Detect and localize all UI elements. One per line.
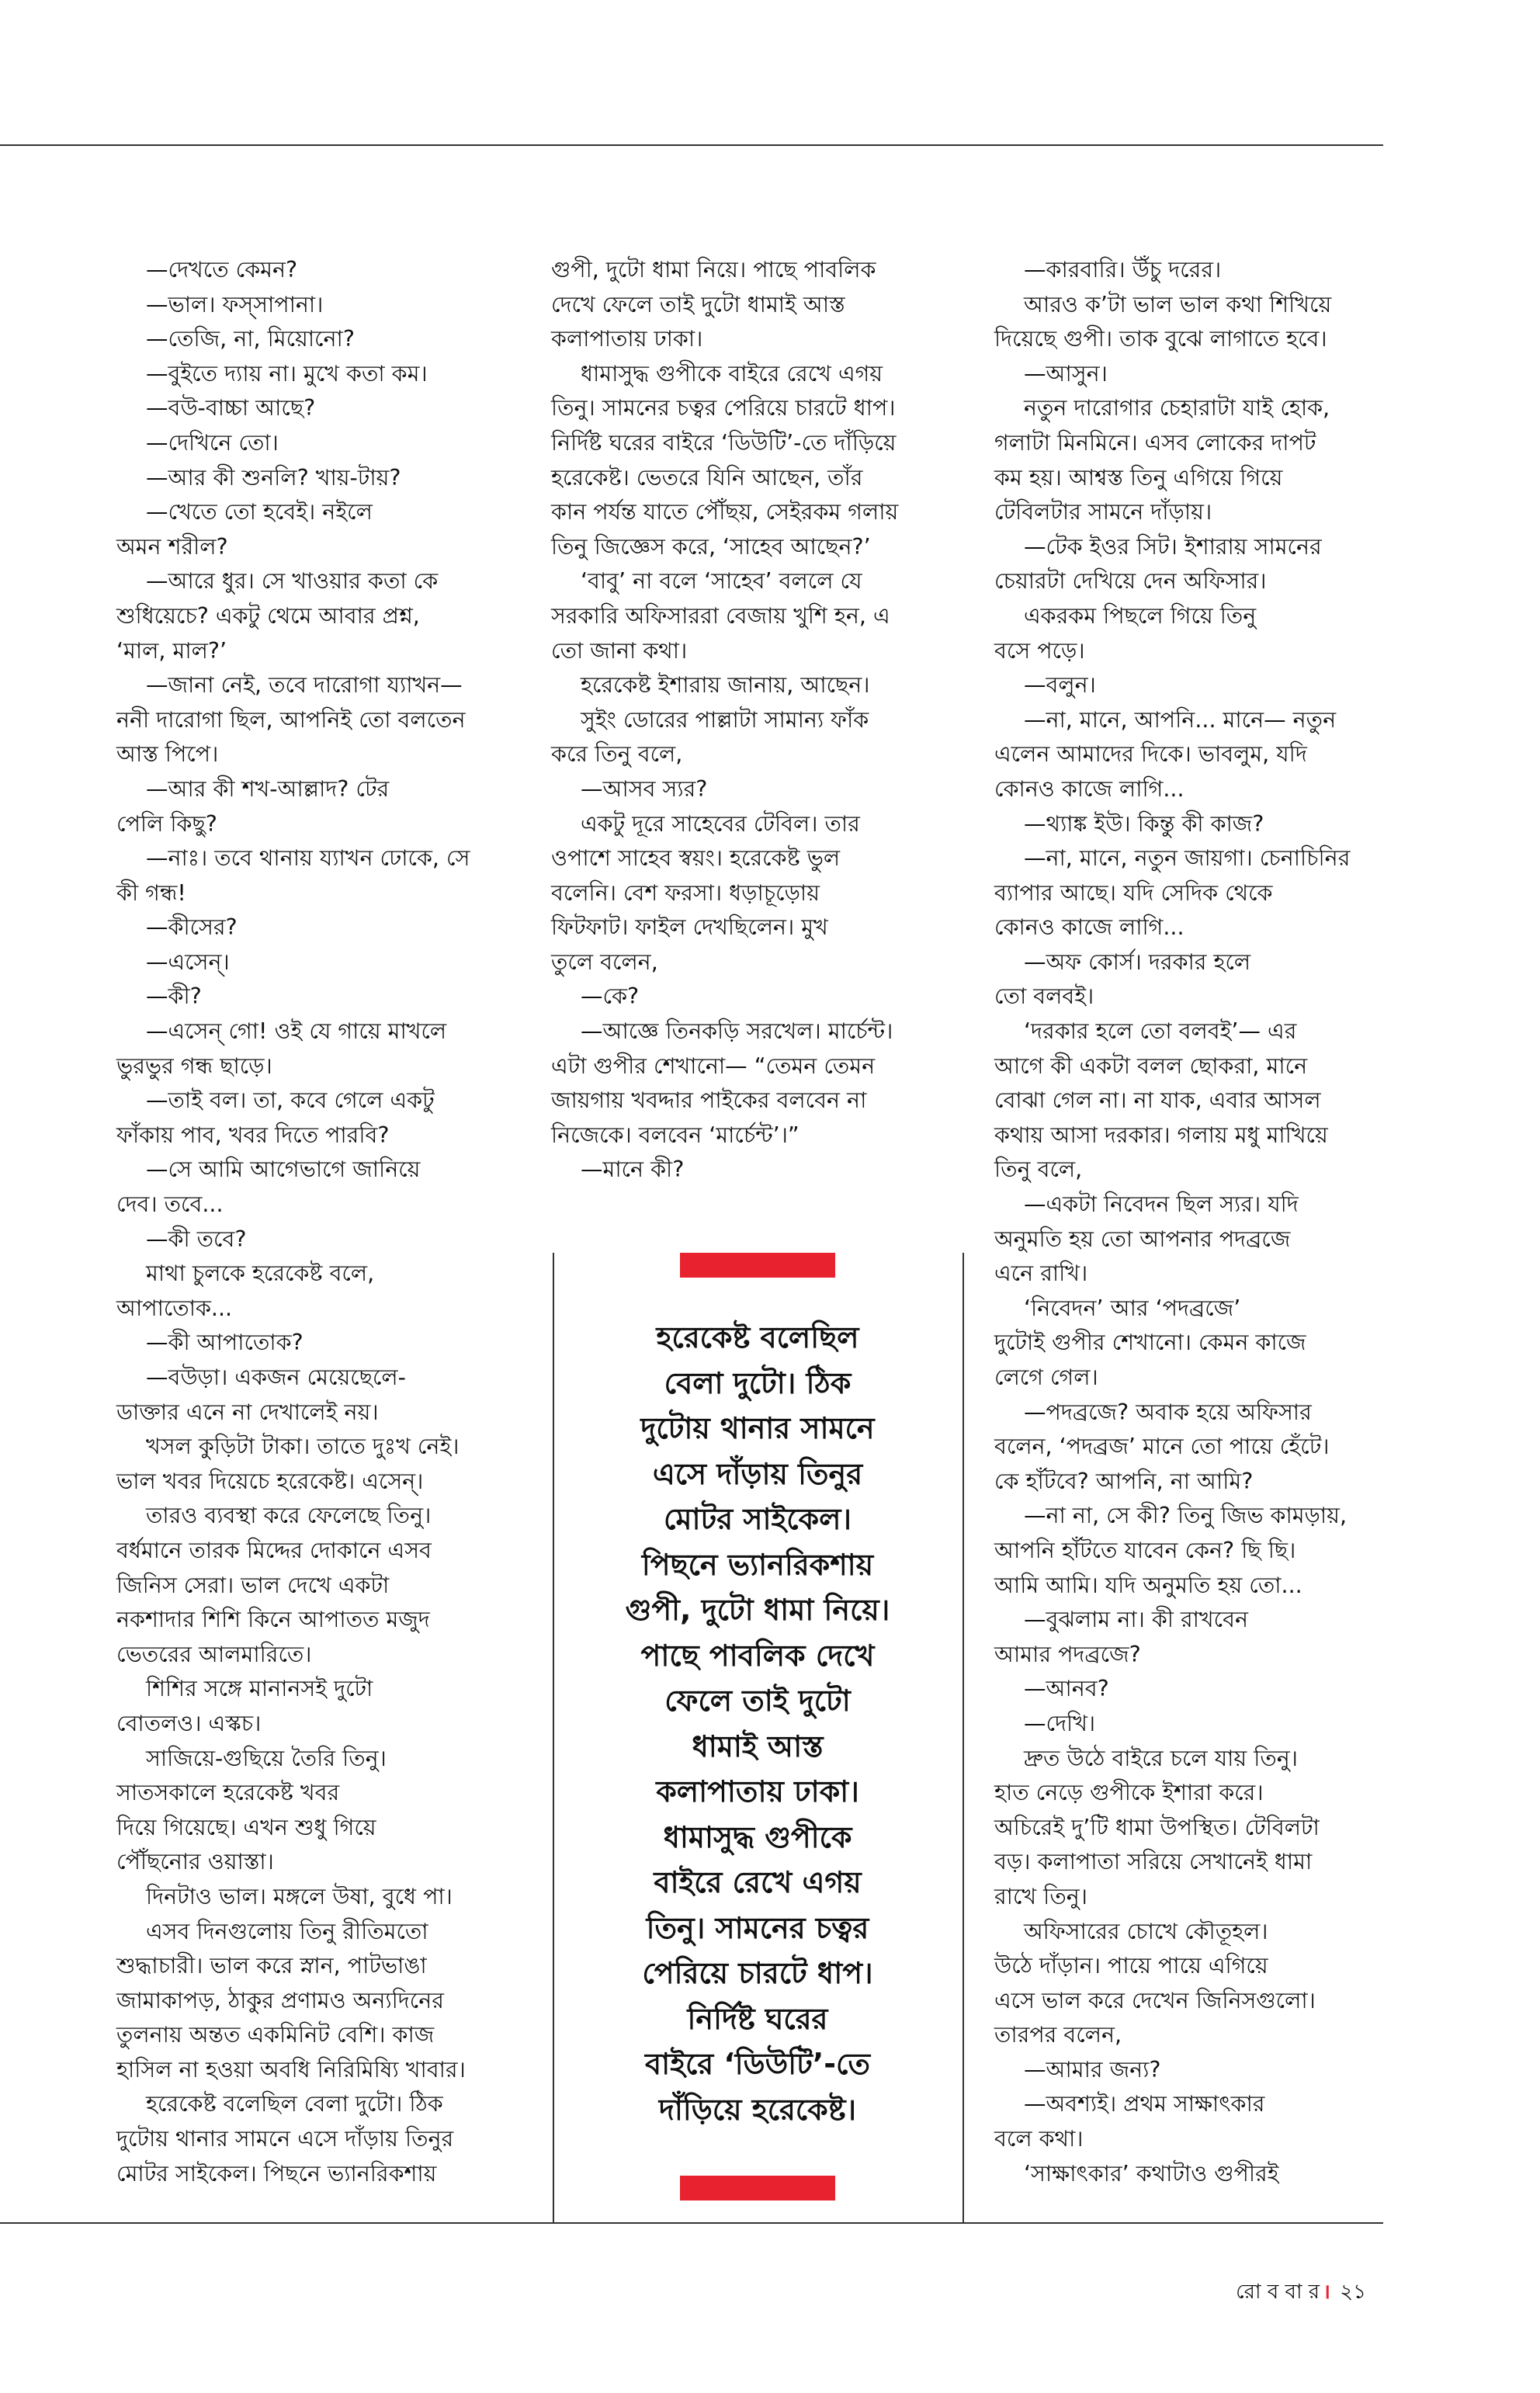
text-line: —থ্যাঙ্ক ইউ। কিন্তু কী কাজ? [1024, 810, 1264, 837]
text-line: —বুইতে দ্যায় না। মুখে কতা কম। [146, 360, 428, 387]
pull-quote-line: পেরিয়ে চারটে ধাপ। [642, 1956, 873, 1990]
text-line: মোটর সাইকেল। পিছনে ভ্যানরিকশায় [116, 2160, 437, 2187]
text-line: আপাতোক... [116, 1295, 233, 1321]
text-line: শুধিয়েচে? একটু থেমে আবার প্রশ্ন, [116, 602, 420, 629]
pull-quote [556, 1253, 959, 2201]
text-line: —ভাল। ফস্সাপানা। [146, 291, 324, 317]
text-line: বোঝা গেল না। না যাক, এবার আসল [994, 1087, 1321, 1114]
text-line: ভেতরের আলমারিতে। [116, 1641, 312, 1667]
pull-quote-line: বেলা দুটো। ঠিক [664, 1365, 852, 1400]
column-divider-right [962, 1253, 964, 2222]
pull-quote-line: গুপী, দুটো ধামা নিয়ে। [625, 1593, 890, 1627]
text-line: দিয়েছে গুপী। তাক বুঝে লাগাতে হবে। [994, 326, 1327, 352]
text-line: ফাঁকায় পাব, খবর দিতে পারবি? [116, 1122, 390, 1148]
text-line: —দেখি। [1024, 1710, 1096, 1736]
text-line: ধামাসুদ্ধ গুপীকে বাইরে রেখে এগয় [581, 360, 883, 387]
text-line: —একটা নিবেদন ছিল স্যর। যদি [1024, 1191, 1299, 1218]
text-line: তুলনায় অন্তত একমিনিট বেশি। কাজ [116, 2022, 435, 2048]
text-line: অনুমতি হয় তো আপনার পদব্রজে [994, 1226, 1291, 1252]
text-line: —আর কী শখ-আল্লাদ? টের [146, 775, 390, 802]
text-line: বসে পড়ে। [994, 637, 1085, 664]
text-line: এনে রাখি। [994, 1261, 1088, 1287]
text-line: লেগে গেল। [994, 1365, 1098, 1390]
text-line: কোনও কাজে লাগি... [994, 914, 1184, 941]
text-line: জিনিস সেরা। ভাল দেখে একটা [116, 1572, 390, 1598]
page-footer [1236, 2276, 1366, 2310]
text-line: —বলুন। [1024, 672, 1096, 699]
pull-quote-line: কলাপাতায় ঢাকা। [656, 1774, 859, 1809]
pull-quote-line: দুটোয় থানার সামনে [640, 1411, 875, 1445]
text-line: দিনটাও ভাল। মঙ্গলে উষা, বুধে পা। [146, 1883, 453, 1909]
text-line: —এসেন্। [146, 949, 230, 975]
publication-name: রো ব বা র [1236, 2280, 1320, 2304]
text-line: শুদ্ধাচারী। ভাল করে স্নান, পাটভাঙা [116, 1953, 427, 1979]
text-line: খসল কুড়িটা টাকা। তাতে দুঃখ নেই। [146, 1434, 460, 1460]
text-line: তিনু জিজ্ঞেস করে, ‘সাহেব আছেন?’ [551, 533, 871, 560]
pull-quote-top-bar [680, 1253, 835, 1278]
text-line: —কী আপাতোক? [146, 1330, 303, 1356]
text-line: দেখে ফেলে তাই দুটো ধামাই আস্ত [551, 291, 845, 317]
text-line: কান পর্যন্ত যাতে পৌঁছয়, সেইরকম গলায় [551, 499, 899, 525]
text-line: তো বলবই। [994, 983, 1094, 1010]
text-line: জামাকাপড়, ঠাকুর প্রণামও অন্যদিনের [116, 1987, 444, 2013]
text-line: সরকারি অফিসাররা বেজায় খুশি হন, এ [551, 602, 890, 629]
text-line: নিজেকে। বলবেন ‘মার্চেন্ট’।” [551, 1122, 799, 1148]
text-line: কোনও কাজে লাগি... [994, 775, 1184, 802]
text-line: ‘দরকার হলে তো বলবই’— এর [1024, 1018, 1297, 1045]
pull-quote-line: এসে দাঁড়ায় তিনুর [652, 1456, 863, 1491]
text-line: অচিরেই দু’টি ধামা উপস্থিত। টেবিলটা [994, 1814, 1320, 1840]
text-line: তারপর বলেন, [994, 2022, 1122, 2048]
text-line: ‘সাক্ষাৎকার’ কথাটাও গুপীরই [1024, 2160, 1279, 2187]
text-line: ননী দারোগা ছিল, আপনিই তো বলতেন [116, 706, 466, 733]
text-line: হরেকেষ্ট বলেছিল বেলা দুটো। ঠিক [146, 2091, 443, 2117]
text-line: একটু দূরে সাহেবের টেবিল। তার [581, 810, 860, 837]
text-line: ‘বাবু’ না বলে ‘সাহেব’ বললে যে [581, 568, 862, 595]
text-line: দিয়ে গিয়েছে। এখন শুধু গিয়ে [116, 1814, 376, 1840]
text-line: দেব। তবে... [116, 1191, 224, 1218]
text-line: কী গন্ধ! [116, 879, 186, 906]
pull-quote-line: তিনু। সামনের চত্বর [646, 1910, 869, 1945]
text-line: —কীসের? [146, 914, 238, 941]
text-line: —দেখতে কেমন? [146, 257, 298, 283]
pull-quote-line: ফেলে তাই দুটো [664, 1684, 851, 1718]
text-line: ভুরভুর গন্ধ ছাড়ে। [116, 1053, 272, 1079]
text-line: বলেনি। বেশ ফরসা। ধড়াচূড়োয় [551, 879, 820, 906]
text-line: —আমার জন্য? [1024, 2056, 1161, 2083]
text-line: ভাল খবর দিয়েচে হরেকেষ্ট। এসেন্। [116, 1468, 424, 1494]
text-line: ব্যাপার আছে। যদি সেদিক থেকে [994, 879, 1273, 906]
text-line: নকশাদার শিশি কিনে আপাতত মজুদ [116, 1607, 430, 1633]
pull-quote-line: বাইরে রেখে এগয় [654, 1865, 862, 1899]
top-rule [0, 144, 1383, 146]
text-line: শিশির সঙ্গে মানানসই দুটো [146, 1676, 373, 1702]
text-line: —জানা নেই, তবে দারোগা য্যাখন— [146, 672, 463, 699]
text-line: —না না, সে কী? তিনু জিভ কামড়ায়, [1024, 1503, 1348, 1529]
text-line: —তাই বল। তা, কবে গেলে একটু [146, 1087, 435, 1114]
text-line: রাখে তিনু। [994, 1883, 1087, 1909]
bottom-rule [0, 2222, 1383, 2224]
text-line: —বউড়া। একজন মেয়েছেলে- [146, 1365, 406, 1390]
text-line: —কী তবে? [146, 1226, 247, 1252]
text-line: —না, মানে, নতুন জায়গা। চেনাচিনির [1024, 845, 1351, 872]
text-line: আমি আমি। যদি অনুমতি হয় তো... [994, 1572, 1302, 1598]
pull-quote-line: মোটর সাইকেল। [663, 1502, 852, 1536]
text-line: ফিটফাট। ফাইল দেখছিলেন। মুখ [551, 914, 828, 941]
text-line: টেবিলটার সামনে দাঁড়ায়। [994, 499, 1212, 525]
text-line: —সে আমি আগেভাগে জানিয়ে [146, 1157, 421, 1183]
text-column-1 [116, 253, 470, 2191]
pull-quote-text [556, 1315, 959, 2132]
text-line: বোতলও। এস্কচ। [116, 1710, 262, 1736]
text-line: দুটোয় থানার সামনে এসে দাঁড়ায় তিনুর [116, 2126, 454, 2152]
text-line: —তেজি, না, মিয়োনো? [146, 326, 355, 352]
text-line: এলেন আমাদের দিকে। ভাবলুম, যদি [994, 741, 1307, 768]
text-line: করে তিনু বলে, [551, 741, 683, 768]
text-line: তিনু বলে, [994, 1157, 1083, 1183]
text-line: —আসব স্যর? [581, 775, 708, 802]
text-line: —কে? [581, 983, 640, 1010]
text-line: —আসুন। [1024, 360, 1108, 387]
text-line: —মানে কী? [581, 1157, 685, 1183]
text-line: —আনব? [1024, 1676, 1109, 1702]
text-line: অফিসারের চোখে কৌতূহল। [1024, 1918, 1268, 1944]
text-line: হাসিল না হওয়া অবধি নিরিমিষ্যি খাবার। [116, 2056, 466, 2083]
text-line: —আরে ধুর। সে খাওয়ার কতা কে [146, 568, 439, 595]
text-line: কথায় আসা দরকার। গলায় মধু মাখিয়ে [994, 1122, 1328, 1148]
text-line: —কী? [146, 983, 202, 1010]
column-divider-left [553, 1253, 554, 2222]
text-line: উঠে দাঁড়ান। পায়ে পায়ে এগিয়ে [994, 1953, 1268, 1979]
text-line: বলে কথা। [994, 2126, 1084, 2152]
pull-quote-line: ধামাসুদ্ধ গুপীকে [663, 1819, 852, 1854]
text-line: সাজিয়ে-গুছিয়ে তৈরি তিনু। [146, 1745, 387, 1771]
text-line: সাতসকালে হরেকেষ্ট খবর [116, 1780, 340, 1806]
text-line: বর্ধমানে তারক মিদ্দের দোকানে এসব [116, 1537, 432, 1563]
text-line: তো জানা কথা। [551, 637, 688, 664]
pull-quote-line: দাঁড়িয়ে হরেকেষ্ট। [658, 2092, 857, 2127]
text-line: —নাঃ। তবে থানায় য্যাখন ঢোকে, সে [146, 845, 470, 872]
text-line: দুটোই গুপীর শেখানো। কেমন কাজে [994, 1330, 1306, 1356]
text-line: তিনু। সামনের চত্বর পেরিয়ে চারটে ধাপ। [551, 395, 896, 421]
text-line: আরও ক’টা ভাল ভাল কথা শিখিয়ে [1024, 291, 1332, 317]
text-line: আস্ত পিপে। [116, 741, 219, 768]
text-line: নতুন দারোগার চেহারাটা যাই হোক, [1024, 395, 1330, 421]
text-line: —কারবারি। উঁচু দরের। [1024, 257, 1222, 283]
text-line: কলাপাতায় ঢাকা। [551, 326, 703, 352]
text-line: এসে ভাল করে দেখেন জিনিসগুলো। [994, 1987, 1316, 2013]
text-line: ‘মাল, মাল?’ [116, 637, 227, 664]
text-line: —না, মানে, আপনি... মানে— নতুন [1024, 706, 1337, 733]
pull-quote-line: নির্দিষ্ট ঘরের [687, 2001, 828, 2036]
text-line: —আজ্ঞে তিনকড়ি সরখেল। মার্চেন্ট। [581, 1018, 893, 1045]
text-line: সুইং ডোরের পাল্লাটা সামান্য ফাঁক [581, 706, 869, 733]
text-line: গুপী, দুটো ধামা নিয়ে। পাছে পাবলিক [551, 257, 876, 283]
pull-quote-line: ধামাই আস্ত [692, 1729, 824, 1764]
text-line: আমার পদব্রজে? [994, 1641, 1141, 1667]
pull-quote-line: বাইরে ‘ডিউটি’-তে [645, 2047, 870, 2081]
text-line: পৌঁছনোর ওয়াস্তা। [116, 1849, 274, 1875]
text-line: হরেকেষ্ট ইশারায় জানায়, আছেন। [581, 672, 870, 699]
text-line: হাত নেড়ে গুপীকে ইশারা করে। [994, 1780, 1264, 1806]
footer-separator: । [1323, 2280, 1330, 2304]
text-line: —এসেন্ গো! ওই যে গায়ে মাখলে [146, 1018, 447, 1045]
text-line: বড়। কলাপাতা সরিয়ে সেখানেই ধামা [994, 1849, 1313, 1875]
text-column-2 [551, 253, 898, 1188]
text-line: অমন শরীল? [116, 533, 228, 560]
text-line: ওপাশে সাহেব স্বয়ং। হরেকেষ্ট ভুল [551, 845, 841, 872]
pull-quote-line: হরেকেষ্ট বলেছিল [656, 1320, 859, 1354]
text-line: কম হয়। আশ্বস্ত তিনু এগিয়ে গিয়ে [994, 464, 1283, 491]
text-line: দ্রুত উঠে বাইরে চলে যায় তিনু। [1024, 1745, 1298, 1771]
text-line: —টেক ইওর সিট। ইশারায় সামনের [1024, 533, 1322, 560]
text-line: বলেন, ‘পদব্রজ’ মানে তো পায়ে হেঁটে। [994, 1434, 1330, 1460]
text-line: —অবশ্যই। প্রথম সাক্ষাৎকার [1024, 2091, 1265, 2117]
text-line: আগে কী একটা বলল ছোকরা, মানে [994, 1053, 1308, 1079]
text-line: গলাটা মিনমিনে। এসব লোকের দাপট [994, 429, 1316, 456]
text-line: নির্দিষ্ট ঘরের বাইরে ‘ডিউটি’-তে দাঁড়িয়ে [551, 429, 897, 456]
text-line: —দেখিনে তো। [146, 429, 279, 456]
text-line: এটা গুপীর শেখানো— “তেমন তেমন [551, 1053, 876, 1079]
text-line: —খেতে তো হবেই। নইলে [146, 499, 373, 525]
text-line: তুলে বলেন, [551, 949, 658, 975]
text-line: একরকম পিছলে গিয়ে তিনু [1024, 602, 1257, 629]
text-line: চেয়ারটা দেখিয়ে দেন অফিসার। [994, 568, 1267, 595]
text-line: ডাক্তার এনে না দেখালেই নয়। [116, 1399, 379, 1425]
pull-quote-line: পিছনে ভ্যানরিকশায় [641, 1547, 874, 1582]
text-line: তারও ব্যবস্থা করে ফেলেছে তিনু। [146, 1503, 432, 1529]
text-line: কে হাঁটবে? আপনি, না আমি? [994, 1468, 1254, 1494]
page-number: ২১ [1340, 2280, 1366, 2304]
pull-quote-bottom-bar [680, 2176, 835, 2201]
text-line: মাথা চুলকে হরেকেষ্ট বলে, [146, 1261, 375, 1287]
text-line: হরেকেষ্ট। ভেতরে যিনি আছেন, তাঁর [551, 464, 863, 491]
text-line: —অফ কোর্স। দরকার হলে [1024, 949, 1251, 975]
text-line: আপনি হাঁটতে যাবেন কেন? ছি ছি। [994, 1537, 1296, 1563]
text-line: —বউ-বাচ্চা আছে? [146, 395, 316, 421]
text-line: ‘নিবেদন’ আর ‘পদব্রজে’ [1024, 1295, 1241, 1321]
text-line: —আর কী শুনলি? খায়-টায়? [146, 464, 401, 491]
text-column-3 [994, 253, 1350, 2191]
text-line: পেলি কিছু? [116, 810, 217, 837]
text-line: এসব দিনগুলোয় তিনু রীতিমতো [146, 1918, 428, 1944]
text-line: —বুঝলাম না। কী রাখবেন [1024, 1607, 1248, 1633]
text-line: —পদব্রজে? অবাক হয়ে অফিসার [1024, 1399, 1312, 1425]
pull-quote-line: পাছে পাবলিক দেখে [640, 1638, 875, 1673]
text-line: জায়গায় খবদ্দার পাইকের বলবেন না [551, 1087, 867, 1114]
